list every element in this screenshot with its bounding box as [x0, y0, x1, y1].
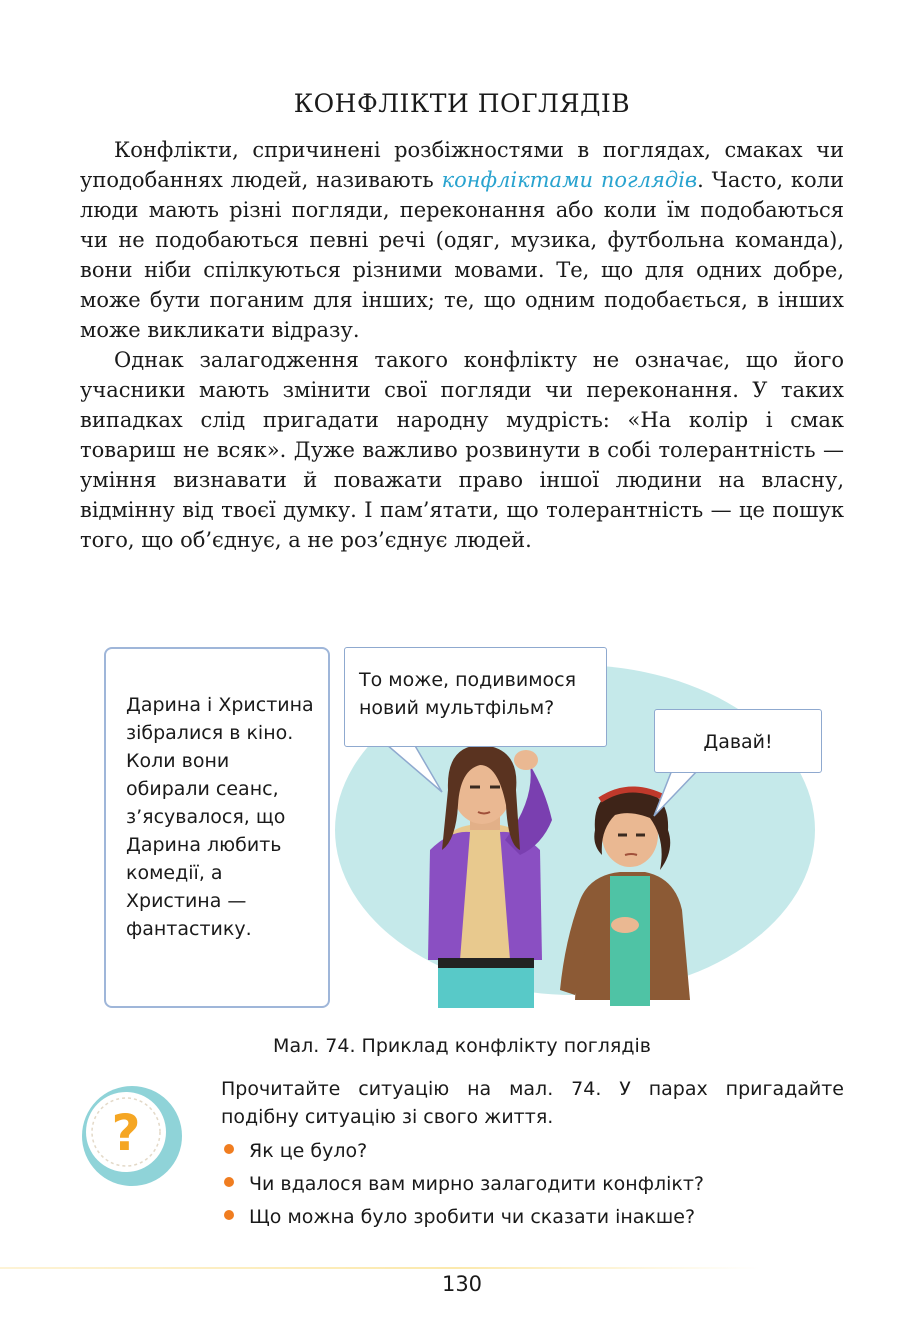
question-text: Що можна було зробити чи сказати інакше?	[249, 1206, 696, 1228]
task-intro: Прочитайте ситуацію на мал. 74. У парах пригадайте подібну ситуацію зі свого життя.	[221, 1078, 844, 1128]
figure-caption	[0, 1035, 924, 1057]
term-highlight: конфліктами поглядів	[441, 168, 698, 192]
footer-divider	[0, 1267, 760, 1269]
speech-bubble-khrystyna: Давай!	[654, 709, 822, 773]
question-text: Чи вдалося вам мирно залагодити конфлікт?	[249, 1173, 705, 1195]
bullet-icon	[224, 1144, 234, 1154]
question-mark-icon	[80, 1084, 184, 1188]
speech-bubble-2-tail	[650, 770, 720, 820]
svg-text:?: ?	[111, 1104, 141, 1162]
page-title: КОНФЛІКТИ ПОГЛЯДІВ	[293, 88, 631, 118]
list-item	[221, 1171, 704, 1204]
list-item	[221, 1138, 704, 1171]
speech-bubble-daryna: То може, подивимося новий мультфільм?	[344, 647, 607, 747]
paragraph-1-end: . Часто, коли люди мають різні погляди, переконання або коли їм подобаються чи не подобаються певні речі (одяг, музика, футбольна команда), вони ніби спілкуються різними мовами. Те, що для одних добре, може бути поганим для інших; те, що одним подобається, в інших може викликати відразу.	[80, 168, 844, 342]
bullet-icon	[224, 1177, 234, 1187]
page-number: 130	[441, 1272, 483, 1296]
main-text	[80, 135, 844, 555]
paragraph-1-start: Конфлікти, спричинені розбіжностями в поглядах, смаках чи уподобаннях людей, називають	[80, 138, 844, 192]
paragraph-2: Однак залагодження такого конфлікту не означає, що його учасники мають змінити свої погляди чи переконання. У таких випадках слід пригадати народну мудрість: «На колір і смак товариш не всяк». Дуже важливо розвинути в собі толерантність — уміння визнавати й поважати право іншої людини на власну, відмінну від твоєї думку. І пам’ятати, що толерантність — це пошук того, що об’єднує, а не роз’єднує людей.	[80, 348, 844, 552]
question-text: Як це було?	[249, 1140, 368, 1162]
list-item	[221, 1204, 704, 1237]
paragraph-1	[80, 135, 844, 345]
task-questions-list	[221, 1138, 704, 1237]
speech-bubble-1-tail	[380, 744, 450, 796]
situation-description-box	[104, 647, 330, 1008]
figure-caption-text: Мал. 74. Приклад конфлікту поглядів	[273, 1035, 651, 1057]
bullet-icon	[224, 1210, 234, 1220]
situation-description-text: Дарина і Христина зібралися в кіно. Коли вони обирали сеанс, з’ясувалося, що Дарина любить комедії, а Христина — фантастику.	[126, 694, 314, 940]
